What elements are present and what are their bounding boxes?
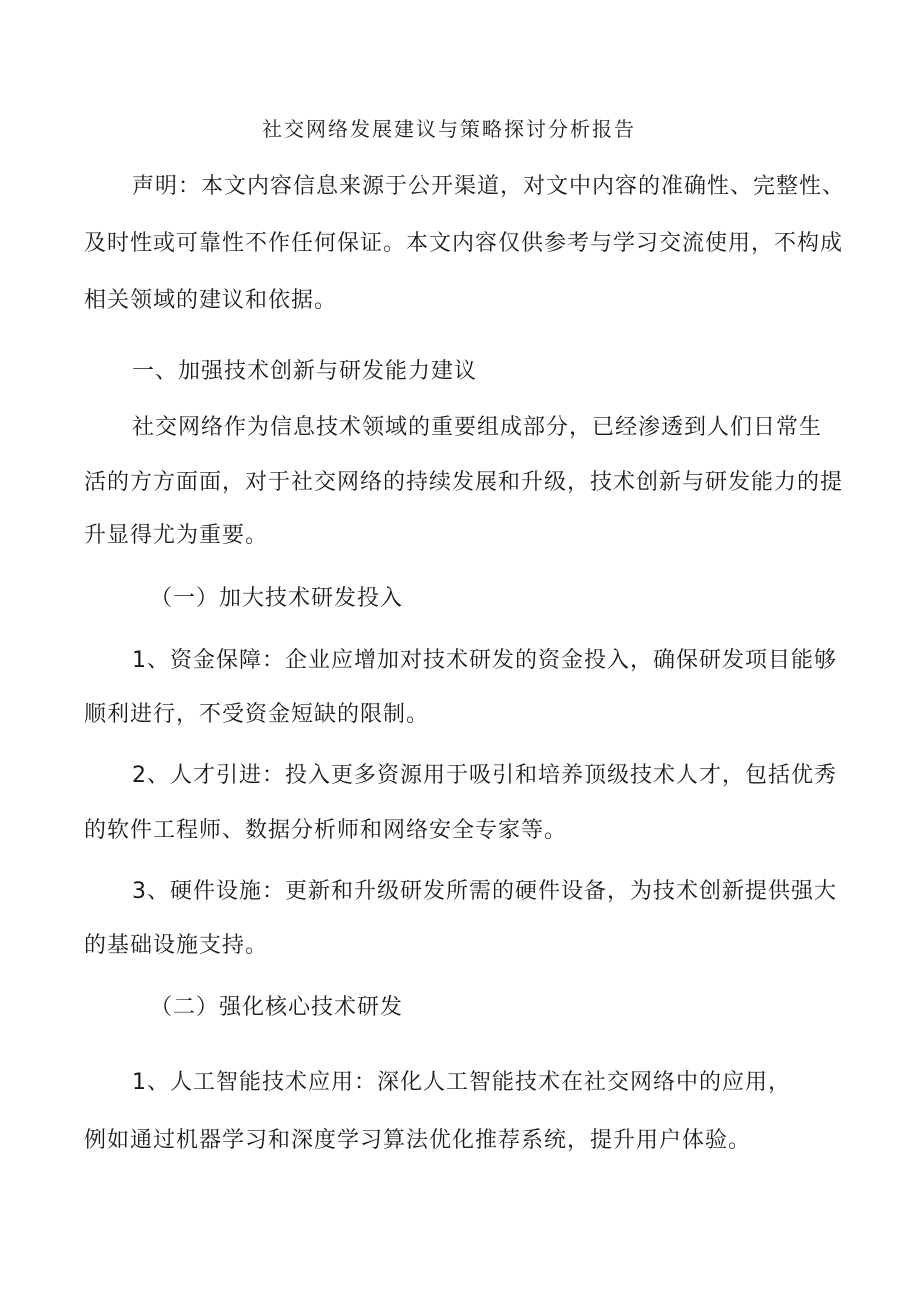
- list-item-line: 的软件工程师、数据分析师和网络安全专家等。: [84, 818, 568, 843]
- disclaimer-line: 相关领域的建议和依据。: [84, 288, 338, 313]
- subsection-heading: （二）强化核心技术研发: [150, 995, 404, 1020]
- list-item-line: 顺利进行，不受资金短缺的限制。: [84, 702, 430, 727]
- document-title: 社交网络发展建议与策略探讨分析报告: [262, 117, 636, 141]
- list-item-line: 1、资金保障：企业应增加对技术研发的资金投入，确保研发项目能够: [132, 648, 837, 673]
- paragraph-line: 活的方方面面，对于社交网络的持续发展和升级，技术创新与研发能力的提: [84, 470, 844, 495]
- list-item-line: 1、人工智能技术应用：深化人工智能技术在社交网络中的应用，: [132, 1070, 791, 1095]
- list-item-line: 例如通过机器学习和深度学习算法优化推荐系统，提升用户体验。: [84, 1128, 752, 1153]
- paragraph-line: 社交网络作为信息技术领域的重要组成部分，已经渗透到人们日常生: [132, 415, 823, 440]
- section-heading: 一、加强技术创新与研发能力建议: [132, 359, 478, 384]
- paragraph-line: 升显得尤为重要。: [84, 523, 269, 548]
- disclaimer-line: 及时性或可靠性不作任何保证。本文内容仅供参考与学习交流使用，不构成: [84, 231, 844, 256]
- subsection-heading: （一）加大技术研发投入: [150, 586, 404, 611]
- disclaimer-line: 声明：本文内容信息来源于公开渠道，对文中内容的准确性、完整性、: [132, 174, 846, 199]
- list-item-line: 3、硬件设施：更新和升级研发所需的硬件设备，为技术创新提供强大: [132, 879, 837, 904]
- list-item-line: 的基础设施支持。: [84, 933, 269, 958]
- list-item-line: 2、人才引进：投入更多资源用于吸引和培养顶级技术人才，包括优秀: [132, 763, 837, 788]
